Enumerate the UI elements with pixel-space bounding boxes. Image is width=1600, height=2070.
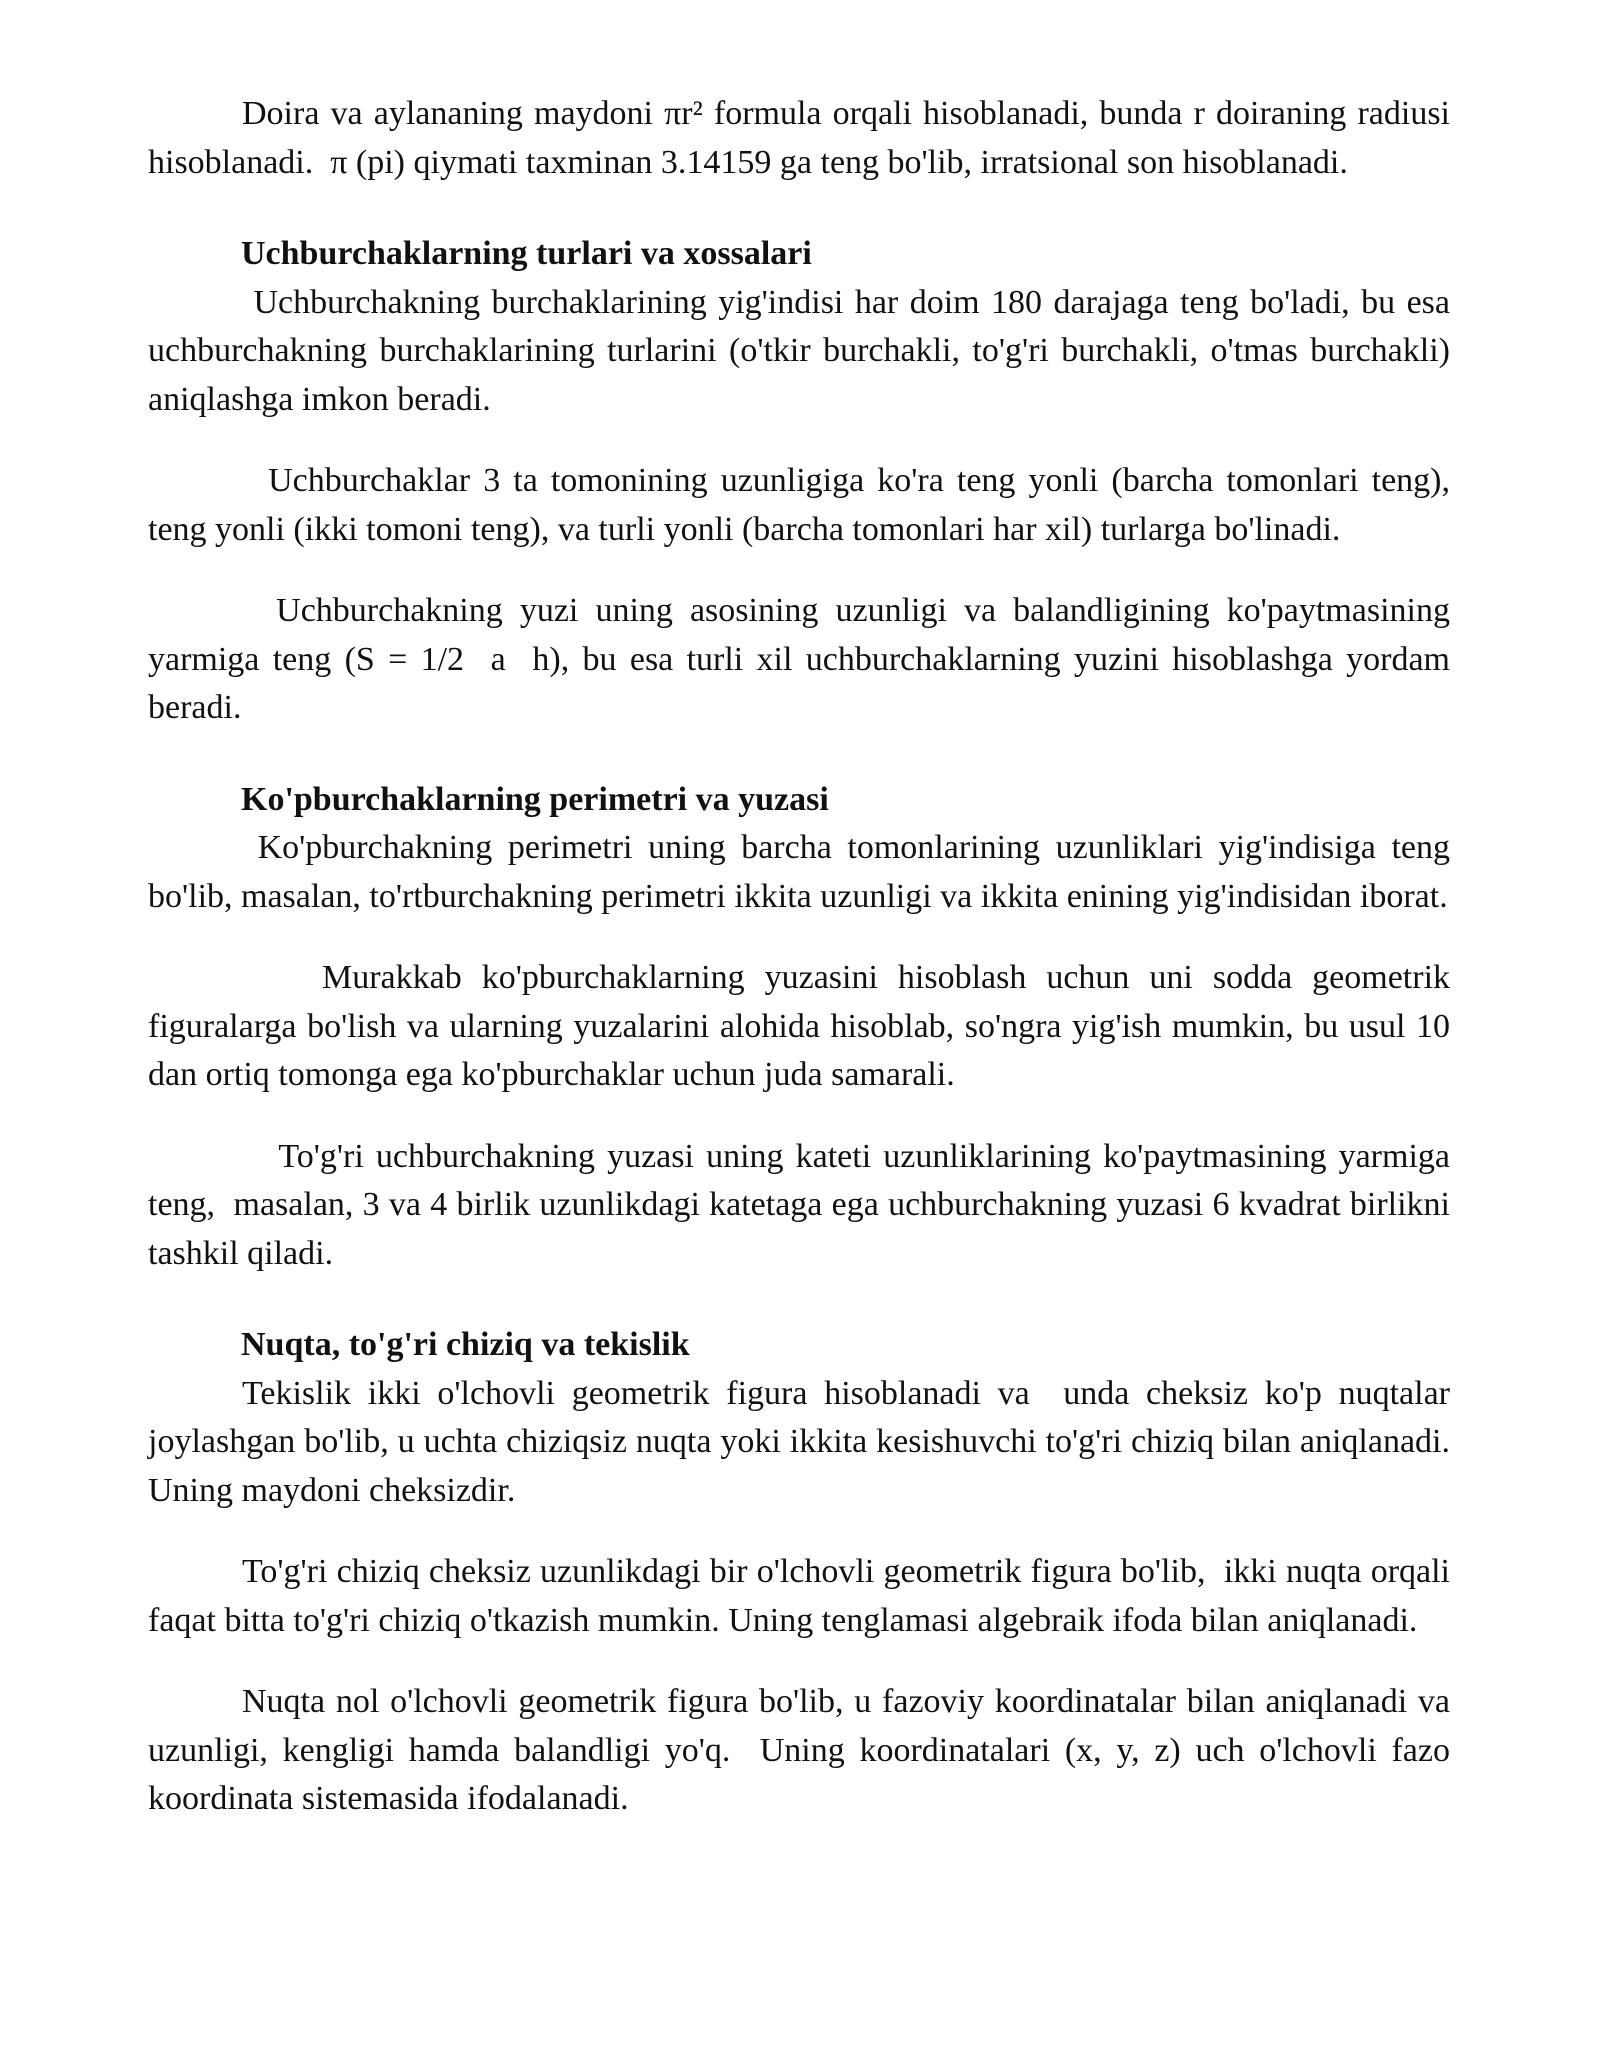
paragraph-complex-polygon-area: Murakkab ko'pburchaklarning yuzasini hisoblash uchun uni sodda geometrik figuralarga bo'lish va ularning yuzalarini alohida hisoblab, so'ngra yig'ish mumkin, bu usul 10 dan ortiq tomonga ega ko'pburchaklar uchun juda samarali. [148, 959, 1459, 1093]
paragraph-line: To'g'ri chiziq cheksiz uzunlikdagi bir o'lchovli geometrik figura bo'lib, ikki nuqta orqali faqat bitta to'g'ri chiziq o'tkazish mumkin. Uning tenglamasi algebraik ifoda bilan aniqlanadi. [148, 1553, 1459, 1639]
paragraph-plane: Tekislik ikki o'lchovli geometrik figura hisoblanadi va unda cheksiz ko'p nuqtalar joylashgan bo'lib, u uchta chiziqsiz nuqta yoki ikkita kesishuvchi to'g'ri chiziq bilan aniqlanadi. Uning maydoni cheksizdir. [148, 1374, 1467, 1509]
paragraph-triangle-area: Uchburchakning yuzi uning asosining uzunligi va balandligining ko'paytmasining yarmiga teng (S = 1/2 a h), bu esa turli xil uchburchaklarning yuzini hisoblashga yordam beradi. [148, 592, 1459, 726]
paragraph-right-triangle-area: To'g'ri uchburchakning yuzasi uning kateti uzunliklarining ko'paytmasining yarmiga teng, masalan, 3 va 4 birlik uzunlikdagi katetaga ega uchburchakning yuzasi 6 kvadrat birlikni tashkil qiladi. [148, 1137, 1459, 1272]
paragraph-polygon-perimeter: Ko'pburchakning perimetri uning barcha tomonlarining uzunliklari yig'indisiga teng bo'lib, masalan, to'rtburchakning perimetri ikkita uzunligi va ikkita enining yig'indisidan iborat. [148, 829, 1459, 915]
paragraph-point: Nuqta nol o'lchovli geometrik figura bo'lib, u fazoviy koordinatalar bilan aniqlanadi va uzunligi, kengligi hamda balandligi yo'q. Uning koordinatalari (x, y, z) uch o'lchovli fazo koordinata sistemasida ifodalanadi. [148, 1683, 1459, 1817]
document-page [148, 90, 1467, 1824]
section-heading-polygons: Ko'pburchaklarning perimetri va yuzasi [241, 780, 829, 818]
intro-paragraph: Doira va aylananing maydoni πr² formula orqali hisoblanadi, bunda r doiraning radiusi hisoblanadi. π (pi) qiymati taxminan 3.14159 ga teng bo'lib, irratsional son hisoblanadi. [148, 95, 1459, 181]
section-heading-triangles: Uchburchaklarning turlari va xossalari [241, 235, 812, 272]
paragraph-triangle-types: Uchburchaklar 3 ta tomonining uzunligiga ko'ra teng yonli (barcha tomonlari teng), teng yonli (ikki tomoni teng), va turli yonli (barcha tomonlari har xil) turlarga bo'linadi. [148, 462, 1459, 548]
paragraph-triangle-angles: Uchburchakning burchaklarining yig'indisi har doim 180 darajaga teng bo'ladi, bu esa uchburchakning burchaklarining turlarini (o'tkir burchakli, to'g'ri burchakli, o'tmas burchakli) aniqlashga imkon beradi. [148, 283, 1459, 418]
section-heading-point-line-plane: Nuqta, to'g'ri chiziq va tekislik [241, 1326, 690, 1363]
